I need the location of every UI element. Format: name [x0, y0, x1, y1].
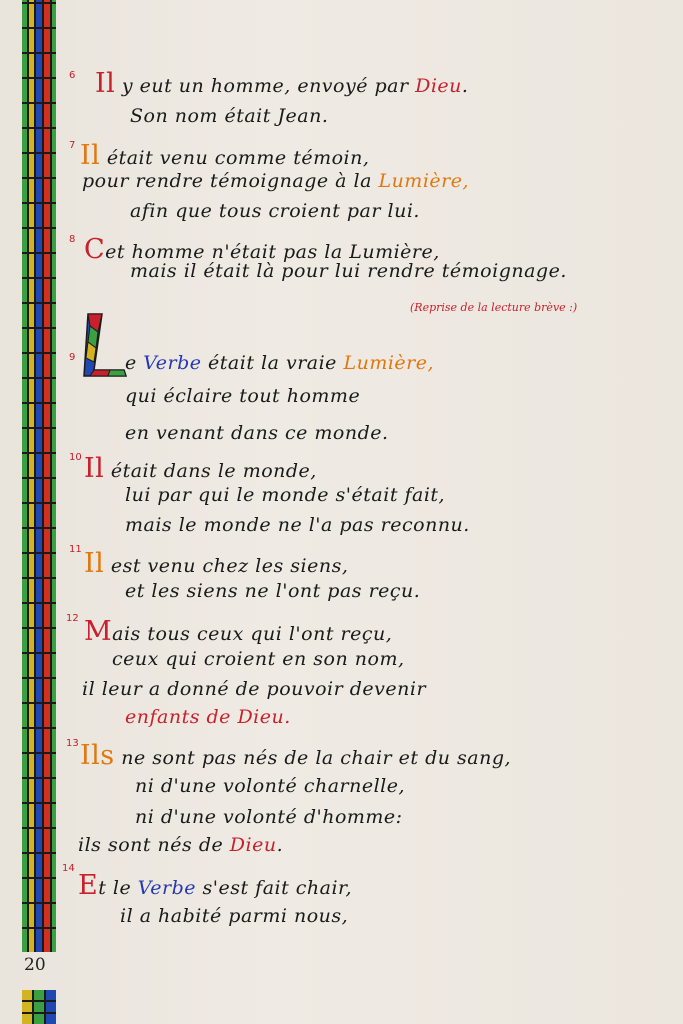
verse-text: et homme n'était pas la Lumière,	[105, 241, 440, 263]
verse-line	[125, 352, 434, 374]
verse-text: était venu comme témoin,	[100, 147, 370, 169]
verse-line	[112, 648, 405, 670]
verse-text: il leur a donné de pouvoir devenir	[82, 678, 427, 700]
verse-text: s'est fait chair,	[195, 877, 353, 899]
stained-glass-border	[22, 0, 56, 952]
verse-line	[84, 548, 348, 579]
verse-text: Verbe	[143, 352, 202, 374]
verse-text: en venant dans ce monde.	[125, 422, 389, 444]
verse-text: Dieu	[229, 834, 277, 856]
verse-line	[82, 678, 426, 700]
verse-text: était la vraie	[201, 352, 344, 374]
verse-text: ni d'une volonté d'homme:	[135, 806, 403, 828]
verse-text: est venu chez les siens,	[104, 555, 349, 577]
verse-text: ils sont nés de	[78, 834, 230, 856]
verse-text: afin que tous croient par lui.	[130, 200, 420, 222]
verse-text: Lumière,	[343, 352, 435, 374]
initial-capital: Il	[84, 453, 105, 484]
verse-number: 13	[66, 738, 79, 749]
verse-number: 12	[66, 613, 79, 624]
initial-capital: Il	[95, 68, 116, 99]
verse-line	[120, 905, 348, 927]
verse-text: mais il était là pour lui rendre témoignage.	[130, 260, 567, 282]
verse-text: Son nom était Jean.	[130, 105, 329, 127]
verse-line	[125, 385, 360, 407]
initial-capital: E	[78, 870, 99, 901]
initial-capital: M	[84, 616, 113, 647]
initial-capital: Il	[80, 140, 101, 171]
verse-line	[78, 834, 283, 856]
reprise-note: (Reprise de la lecture brève :)	[410, 301, 578, 314]
verse-number: 10	[69, 452, 82, 463]
stained-glass-border-bottom	[22, 990, 56, 1024]
page-number: 20	[24, 955, 46, 975]
verse-text: .	[276, 834, 284, 856]
verse-line	[125, 484, 445, 506]
verse-text: qui éclaire tout homme	[125, 385, 361, 407]
verse-text: t le	[98, 877, 138, 899]
verse-line	[84, 616, 392, 647]
illuminated-letter-l-icon	[80, 312, 130, 378]
initial-capital: Il	[84, 548, 105, 579]
verse-line	[125, 706, 291, 728]
verse-number: 14	[62, 863, 75, 874]
verse-text: Verbe	[137, 877, 196, 899]
verse-line	[125, 514, 470, 536]
verse-line	[130, 200, 420, 222]
verse-line	[130, 260, 567, 282]
verse-line	[80, 740, 511, 771]
verse-text: Dieu	[415, 75, 462, 97]
verse-line	[78, 870, 352, 901]
verse-line	[125, 580, 420, 602]
verse-text: e	[125, 352, 144, 374]
verse-number: 9	[69, 352, 76, 363]
verse-text: ais tous ceux qui l'ont reçu,	[112, 623, 393, 645]
verse-text: était dans le monde,	[104, 460, 317, 482]
verse-line	[80, 140, 369, 171]
verse-line	[135, 806, 403, 828]
verse-line	[82, 170, 469, 192]
verse-line	[130, 105, 328, 127]
verse-line	[135, 775, 405, 797]
verse-text: et les siens ne l'ont pas reçu.	[125, 580, 421, 602]
verse-text: y eut un homme, envoyé par	[115, 75, 416, 97]
verse-number: 7	[69, 140, 76, 151]
verse-line	[84, 453, 317, 484]
verse-text: ceux qui croient en son nom,	[112, 648, 405, 670]
verse-text: ne sont pas nés de la chair et du sang,	[114, 747, 512, 769]
verse-number: 6	[69, 70, 76, 81]
verse-line	[125, 422, 389, 444]
verse-text: pour rendre témoignage à la	[82, 170, 379, 192]
verse-text: lui par qui le monde s'était fait,	[125, 484, 446, 506]
verse-text: il a habité parmi nous,	[120, 905, 349, 927]
verse-line	[95, 68, 468, 99]
verse-number: 11	[69, 544, 82, 555]
initial-capital: C	[84, 234, 106, 265]
verse-text: .	[461, 75, 469, 97]
verse-text: ni d'une volonté charnelle,	[135, 775, 406, 797]
initial-capital: Ils	[80, 740, 115, 771]
verse-text: mais le monde ne l'a pas reconnu.	[125, 514, 470, 536]
verse-text: Lumière,	[378, 170, 470, 192]
verse-number: 8	[69, 234, 76, 245]
verse-text: enfants de Dieu.	[125, 706, 291, 728]
